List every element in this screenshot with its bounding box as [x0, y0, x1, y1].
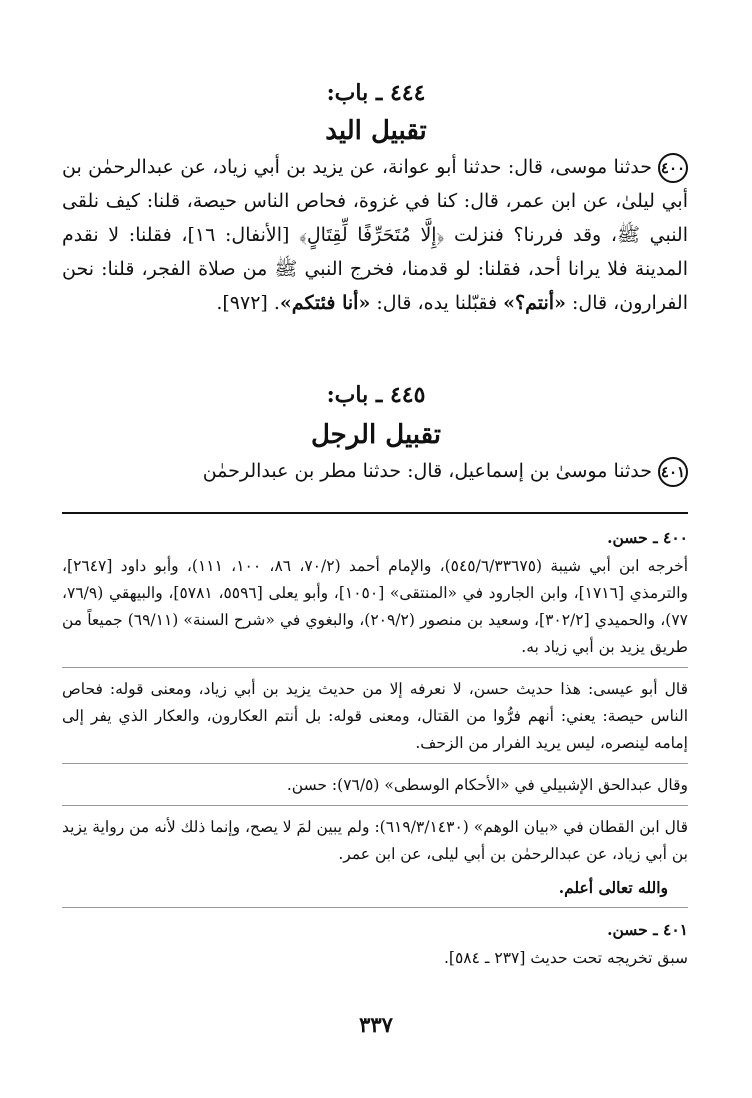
chapter-444-title: تقبيل اليد	[325, 116, 427, 146]
hadith-401-text: حدثنا موسىٰ بن إسماعيل، قال: حدثنا مطر بن عبدالرحمٰن	[202, 460, 652, 482]
closing-formula: والله تعالى أعلم.	[558, 878, 668, 897]
hadith-400-quote-1: «أنتم؟»	[503, 292, 566, 314]
chapter-445-number: ٤٤٥ ـ باب:	[326, 382, 426, 408]
footnote-400-takhrij: أخرجه ابن أبي شيبة (٥٤٥/٦/٣٣٦٧٥)، والإمام أحمد (٧٠/٢، ٨٦، ١٠٠، ١١١)، وأبو داود [٢٦٤٧]، والترمذي [١٧١٦]، وابن الجارود في «المنتقى» [١٠٥٠]، وأبو يعلى [٥٥٩٦، ٥٧٨١]، والبيهقي (٧٦/٩، ٧٧)، والحميدي [٣٠٢/٢]، وسعيد بن منصور (٢٠٩/٢)، والبغوي في «شرح السنة» (٦٩/١١) جميعاً من طريق يزيد بن أبي زياد به.	[62, 557, 689, 656]
divider	[62, 907, 688, 908]
chapter-444-number: ٤٤٤ ـ باب:	[326, 80, 426, 106]
footnote-400-tirmidhi: قال أبو عيسى: هذا حديث حسن، لا نعرفه إلا من حديث يزيد بن أبي زياد، ومعنى قوله: فحاص الناس حيصة: يعني: أنهم فرُّوا من القتال، ومعنى قوله: بل أنتم العكارون، والعكار الذي يفر إلى إمامه لينصره، ليس يريد الفرار من الزحف.	[62, 680, 688, 752]
footnote-401-head: ٤٠١ ـ حسن.	[607, 920, 688, 939]
hadith-400-quote-2: «أنا فئتكم»	[279, 292, 371, 314]
divider	[62, 805, 688, 806]
divider	[62, 667, 688, 668]
hadith-401	[62, 454, 688, 488]
footnote-separator	[62, 512, 688, 514]
footnote-400-ishbili: وقال عبدالحق الإشبيلي في «الأحكام الوسطى» (٧٦/٥): حسن.	[286, 776, 688, 794]
footnote-401-text: سبق تخريجه تحت حديث [٢٣٧ ـ ٥٨٤].	[444, 949, 688, 967]
page-number: ٣٣٧	[359, 1012, 393, 1037]
hadith-400-text-2: فقبّلنا يده، قال:	[370, 292, 504, 314]
hadith-400-text: حدثنا موسى، قال: حدثنا أبو عوانة، عن يزيد بن أبي زياد، عن عبدالرحمٰن بن أبي ليلىٰ، عن ابن عمر، قال: كنا في غزوة، فحاص الناس حيصة، قلنا: كيف نلقى النبي ﷺ، وقد فررنا؟ فنزلت ﴿إِلَّا مُتَحَرِّفًا لِّقِتَالٍ﴾ [الأنفال: ١٦]، فقلنا: لا نقدم المدينة فلا يرانا أحد، فقلنا: لو قدمنا، فخرج النبي ﷺ من صلاة الفجر، قلنا: نحن الفرارون، قال:	[62, 156, 689, 314]
footnote-400-head: ٤٠٠ ـ حسن.	[607, 528, 688, 547]
hadith-400-ref: . [٩٧٢].	[216, 292, 280, 314]
footnotes	[62, 524, 688, 978]
footnote-400-qattan: قال ابن القطان في «بيان الوهم» (٦١٩/٣/١٤٣٠): ولم يبين لمَ لا يصح، وإنما ذلك لأنه من رواية يزيد بن أبي زياد، عن عبدالرحمٰن بن أبي ليلى، عن ابن عمر.	[62, 818, 689, 863]
hadith-number-badge: ٤٠٠	[658, 153, 688, 183]
hadith-number-badge: ٤٠١	[658, 457, 688, 487]
hadith-400	[62, 150, 688, 320]
divider	[62, 763, 688, 764]
chapter-445-title: تقبيل الرجل	[310, 420, 442, 450]
